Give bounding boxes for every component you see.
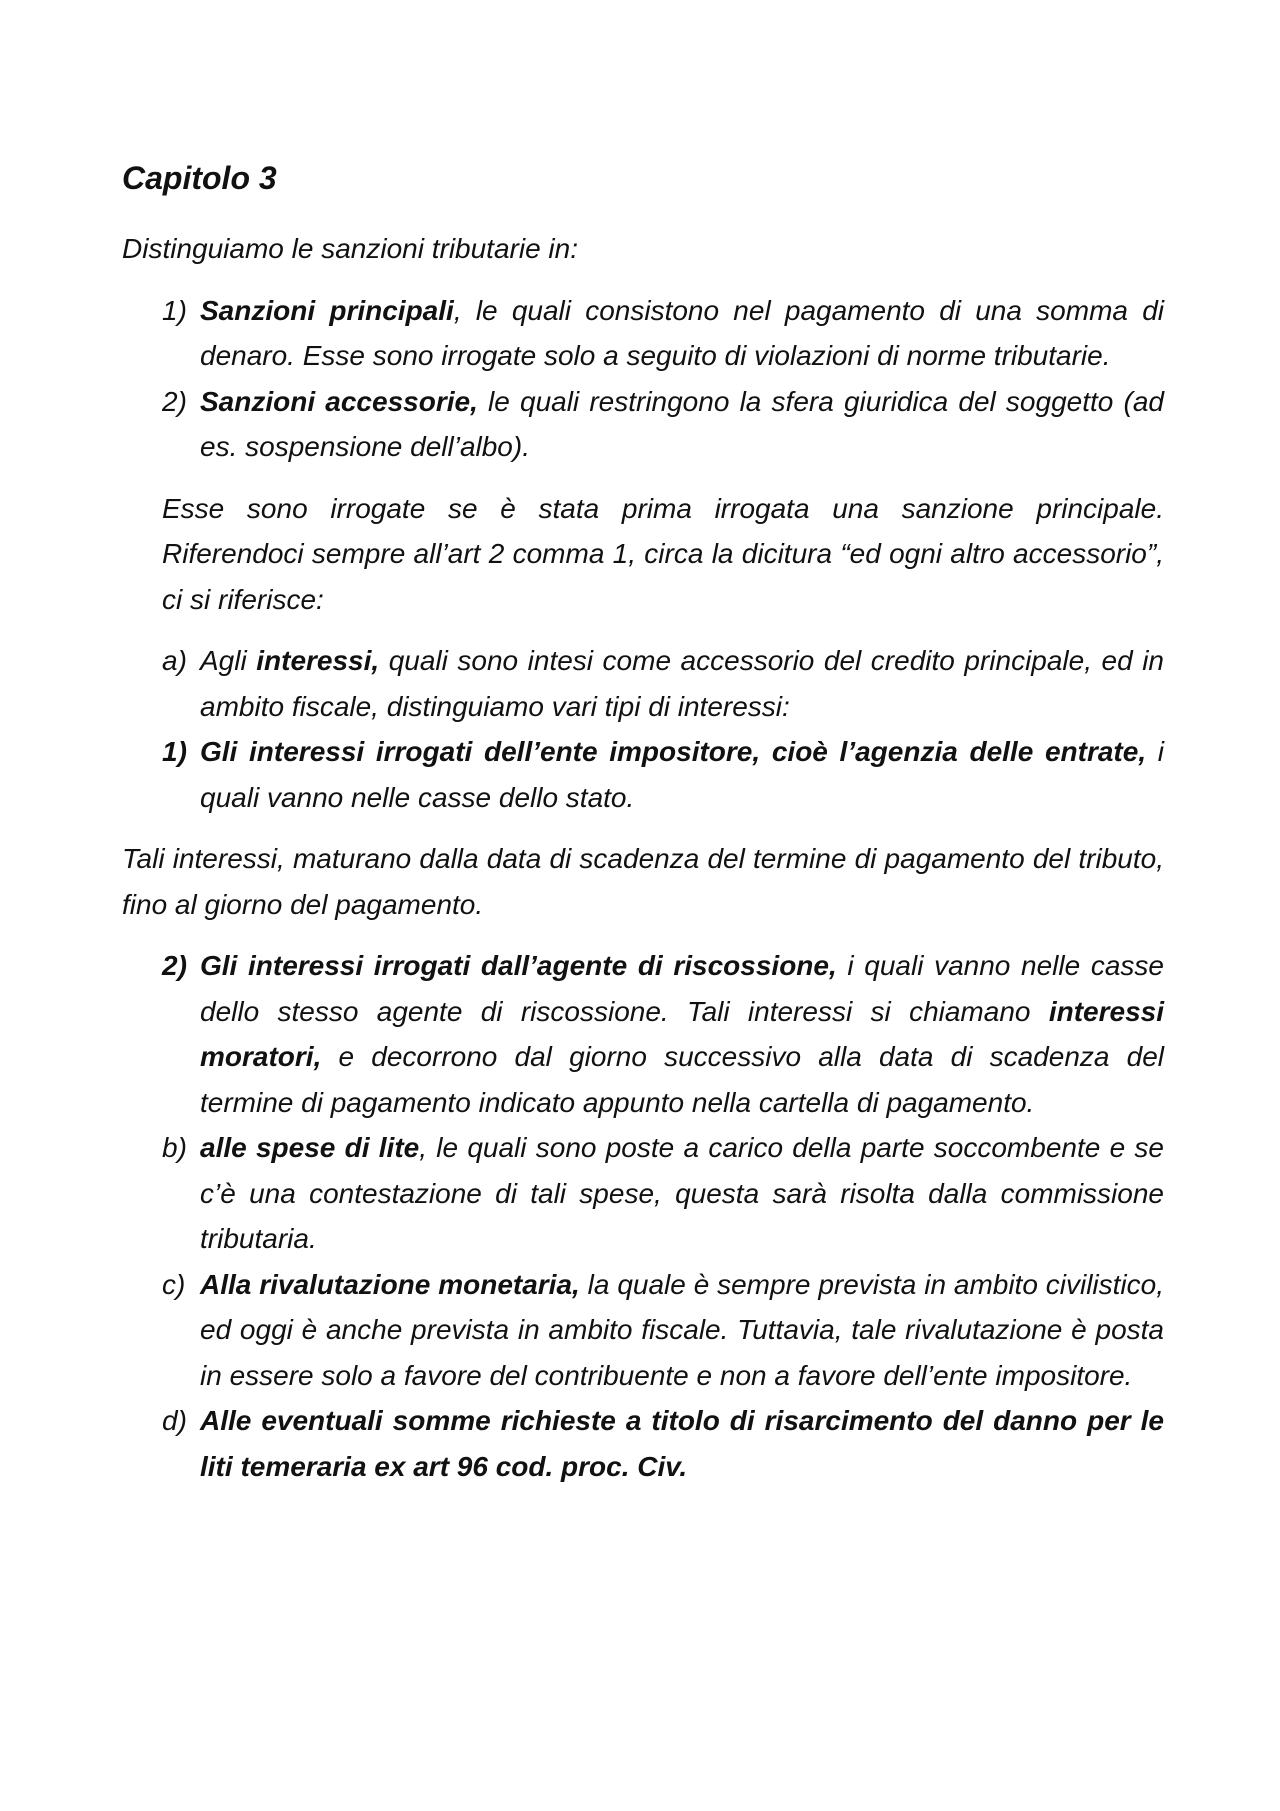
item-text: e decorrono dal giorno successivo alla data di scadenza del termine di pagamento indicato appunto nella cartella di pagamento. [200,1041,1164,1118]
list-item [122,1262,1164,1399]
list-marker: a) [162,645,187,676]
item-text: , le quali consistono nel pagamento di una somma di denaro. Esse sono irrogate solo a seguito di violazioni di norme tributarie. [200,294,1164,371]
list-item [122,729,1164,820]
list-marker: c) [162,1268,186,1300]
interest-paragraph: Tali interessi, maturano dalla data di scadenza del termine di pagamento del tributo, fino al giorno del pagamento. [122,843,1164,920]
list-marker: 2) [162,385,187,417]
item-text: i quali vanno nelle casse dello stato. [200,736,1165,813]
item-bold-text: Gli interessi irrogati dell’ente impositore, cioè l’agenzia delle entrate, [200,736,1147,767]
item-bold-text: interessi moratori, [200,995,1164,1072]
item-text: , le quali sono poste a carico della parte soccombente e se c’è una contestazione di tali spese, questa sarà risolta dalla commissione tributaria. [200,1132,1164,1254]
item-bold-text: interessi, [256,645,380,676]
list-item [122,1125,1164,1262]
item-pre-text: Agli [200,645,257,676]
list-marker: d) [162,1405,187,1436]
item-bold-text: Alla rivalutazione monetaria, [200,1268,580,1300]
list-item [122,1398,1164,1489]
sanctions-list [122,288,1164,470]
item-bold-text: Alle eventuali somme richieste a titolo di risarcimento del danno per le liti temeraria ex art 96 cod. proc. Civ. [200,1405,1164,1482]
item-bold-text: alle spese di lite [200,1132,420,1163]
item-bold-text: Gli interessi irrogati dall’agente di riscossione, [200,950,837,981]
item-text: i quali vanno nelle casse dello stesso agente di riscossione. Tali interessi si chiamano [200,950,1164,1027]
item-bold-text: Sanzioni accessorie, [200,385,478,417]
interest-list [122,943,1164,1489]
list-item [122,379,1164,470]
item-text: quali sono intesi come accessorio del credito principale, ed in ambito fiscale, distinguiamo vari tipi di interessi: [200,645,1165,722]
list-item [122,638,1164,729]
item-bold-text: Sanzioni principali [200,294,454,326]
intro-paragraph: Distinguiamo le sanzioni tributarie in: [122,233,578,264]
item-text: la quale è sempre prevista in ambito civilistico, ed oggi è anche prevista in ambito fiscale. Tuttavia, tale rivalutazione è posta in essere solo a favore del contribuente e non a favore dell’ente impositore. [200,1268,1164,1391]
chapter-title: Capitolo 3 [122,160,277,196]
list-item [122,943,1164,1125]
list-marker: b) [162,1132,187,1163]
accessory-list [122,638,1164,820]
list-marker: 1) [162,736,187,767]
accessory-paragraph: Esse sono irrogate se è stata prima irrogata una sanzione principale. Riferendoci sempre all’art 2 comma 1, circa la dicitura “ed ogni altro accessorio”, ci si riferisce: [162,492,1164,615]
list-marker: 1) [162,294,187,326]
list-item [122,288,1164,379]
list-marker: 2) [162,950,187,981]
item-text: le quali restringono la sfera giuridica del soggetto (ad es. sospensione dell’albo). [200,385,1164,462]
